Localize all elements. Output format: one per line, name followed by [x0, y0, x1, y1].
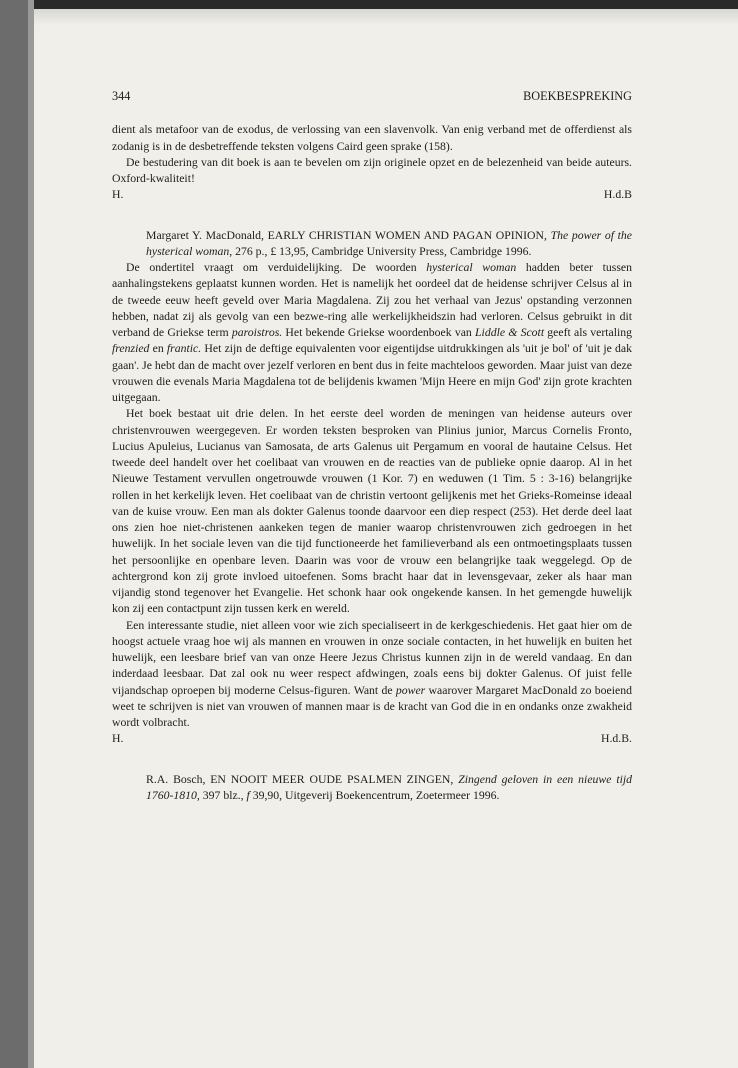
review1-signature: [112, 731, 632, 747]
page-number: 344: [112, 89, 131, 103]
ref-subtitle: Zingend geloven in een nieuwe tijd 1760-1810,: [146, 772, 632, 802]
ref-details: 39,90, Uitgeverij Boekencentrum, Zoetermeer 1996.: [249, 788, 500, 802]
signature-left: H.: [112, 188, 124, 202]
ref-pages: 397 blz.,: [199, 788, 247, 802]
ref-details: , 276 p., £ 13,95, Cambridge University Press, Cambridge 1996.: [229, 244, 532, 258]
ref-author-title: R.A. Bosch, EN NOOIT MEER OUDE PSALMEN ZINGEN,: [146, 772, 459, 786]
section-title: BOEKBESPREKING: [523, 89, 632, 103]
signature-right: H.d.B.: [600, 732, 632, 746]
signature-left: H.: [112, 732, 124, 746]
scan-top-shadow: [34, 9, 738, 25]
document-page: [112, 88, 632, 804]
ref-author-title: Margaret Y. MacDonald, EARLY CHRISTIAN WOMEN AND PAGAN OPINION,: [146, 228, 547, 242]
review2-book-reference: [112, 772, 632, 805]
review0-paragraph-1: dient als metafoor van de exodus, de verlossing van een slavenvolk. Van enig verband met de offerdienst als zodanig is in de desbetreffende teksten volgens Caird geen sprake (158).: [112, 123, 632, 153]
review1-paragraph-2: Het boek bestaat uit drie delen. In het eerste deel worden de meningen van heidense auteurs over christenvrouwen weergegeven. Er worden teksten besproken van Plinius junior, Marcus Cornelis Fronto, Lucius Apuleius, Lucianus van Samosata, de arts Galenus uit Pergamum en vooral de hautaine Celsus. Het tweede deel handelt over het coelibaat van vrouwen en de reacties van de publieke opnie daarop. Al in het Nieuwe Testament vervullen ongetrouwde vrouwen (1 Kor. 7) en weduwen (1 Tim. 5 : 3-16) belangrijke rollen in het kerkelijk leven. Het coelibaat van de christin vertoont gelijkenis met het Grieks-Romeinse ideaal van de kuise vrouw. Een man als dokter Galenus toonde daarvoor een diep respect (253). Het derde deel laat ons zien hoe niet-christenen aankeken tegen de manier waarop christenvrouwen zich gedroegen in het huwelijk. In het sociale leven van die tijd functioneerde het familieverband als een ontmoetingsplaats tussen het persoonlijke en openbare leven. Daarin was voor de vrouw een belangrijke taak weggelegd. Op de achtergrond kon zij grote invloed uitoefenen. Soms bracht haar dat in levensgevaar, zeker als haar man vijandig stond tegenover het Evangelie. Het schonk haar ook ongekende kansen. In het gemengde huwelijk kon zij een contactpunt zijn tussen kerk en wereld.: [112, 407, 632, 616]
review1-book-reference: [112, 228, 632, 261]
scan-top-edge: [34, 0, 738, 9]
review0-paragraph-2: De bestudering van dit boek is aan te bevelen om zijn originele opzet en de belezenheid van beide auteurs. Oxford-kwaliteit!: [112, 155, 632, 185]
scan-left-edge: [0, 0, 34, 1068]
review1-paragraph-1: De ondertitel vraagt om verduidelijking. De woorden hysterical woman hadden beter tussen aanhalingstekens geplaatst kunnen worden. Het is namelijk het oordeel dat de heidense schrijver Celsus al in de tweede eeuw heeft geveld over Maria Magdalena. Zij zou het verhaal van Jezus' opstanding verzonnen hebben, nadat zij als gevolg van een bezwe-ring alle werkelijkheidszin had verloren. Celsus gebruikt in dit verband de Griekse term paroistros. Het bekende Griekse woordenboek van Liddle & Scott geeft als vertaling frenzied en frantic. Het zijn de deftige equivalenten voor eigentijdse uitdrukkingen als 'uit je bol' of 'uit je dak gaan'. Je hebt dan de macht over jezelf verloren en bent dus in feite machteloos geworden. Maar juist van deze vrouwen die evenals Maria Magdalena tot de belijdenis kwamen 'Mijn Heere en mijn God' zijn grote krachten uitgegaan.: [112, 261, 632, 404]
ref-subtitle: The power of the hysterical woman: [146, 228, 632, 258]
ref-currency: f: [246, 788, 250, 802]
review0-signature: [112, 187, 632, 203]
review1-paragraph-3: Een interessante studie, niet alleen voor wie zich specialiseert in de kerkgeschiedenis. Het gaat hier om de hoogst actuele vraag hoe wij als mannen en vrouwen in onze sociale contacten, in het huwelijk en buiten het huwelijk, een leesbare brief van van onze Heere Jezus Christus kunnen zijn in de wereld vandaag. En dan inderdaad leesbaar. Dat zal ook nu weer respect afdwingen, zoals eens bij dokter Galenus. Of juist felle vijandschap oproepen bij moderne Celsus-figuren. Want de power waarover Margaret MacDonald zo boeiend weet te schrijven is niet van vrouwen of mannen maar is de kracht van God die in en ondanks onze zwakheid wordt volbracht.: [112, 618, 632, 729]
signature-right: H.d.B: [603, 188, 632, 202]
running-head: [112, 88, 632, 104]
